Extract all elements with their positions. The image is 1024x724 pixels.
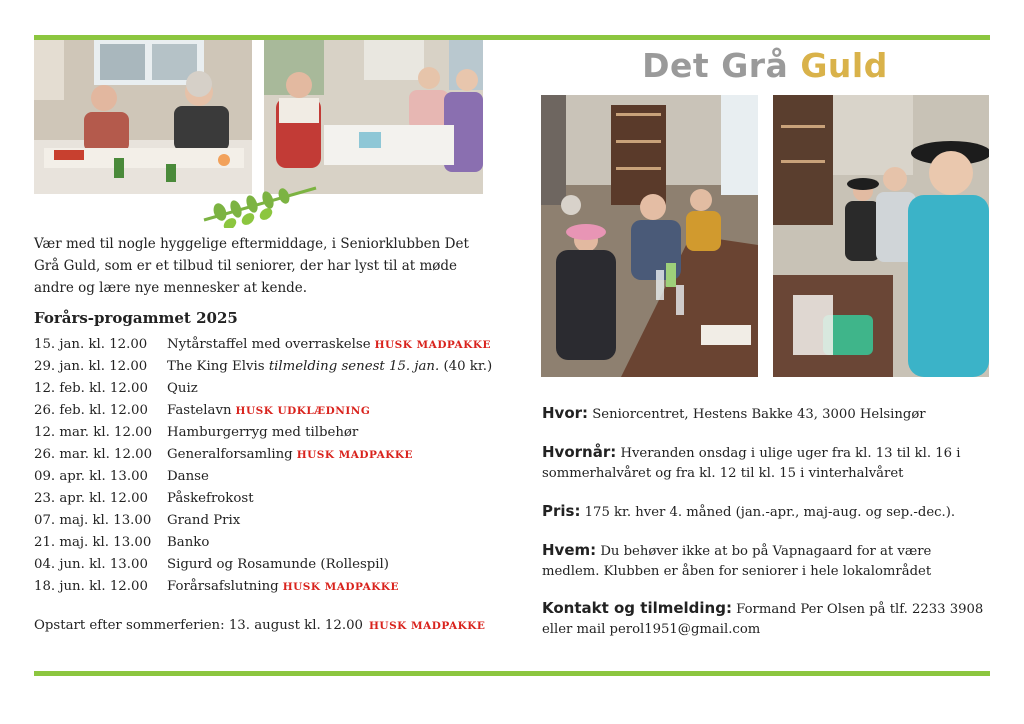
schedule-event-text: Fastelavn [167,402,232,418]
info-who [542,540,992,582]
who-label: Hvem: [542,541,597,559]
schedule-date: 26. feb. kl. 12.00 [34,402,148,418]
schedule-date: 04. jun. kl. 13.00 [34,556,148,572]
schedule-date: 09. apr. kl. 13.00 [34,468,148,484]
schedule-row [34,333,494,355]
schedule-date: 07. maj. kl. 13.00 [34,512,152,528]
schedule-event-text: Påskefrokost [167,490,254,506]
info-when [542,442,992,484]
green-sprig-decoration [200,182,320,228]
schedule-row [34,487,494,509]
schedule-row [34,377,494,399]
page-title [540,46,990,85]
photo-group-dinner-table [541,95,758,377]
price-value: 175 kr. hver 4. måned (jan.-apr., maj-aug. og sep.-dec.). [584,505,956,520]
schedule-event-text: Quiz [167,380,198,396]
schedule-event-text: Generalforsamling [167,446,293,462]
bottom-green-rule [34,671,990,676]
schedule-row [34,465,494,487]
schedule-event [167,469,209,484]
schedule-event-text: Grand Prix [167,512,241,528]
schedule-row [34,509,494,531]
schedule-list [34,333,494,597]
schedule-event [167,381,198,396]
schedule-event [167,425,358,440]
schedule-row [34,575,494,597]
where-value: Seniorcentret, Hestens Bakke 43, 3000 Helsingør [592,407,926,422]
schedule-date: 12. mar. kl. 12.00 [34,424,153,440]
schedule-event-text: Banko [167,534,210,550]
photo-seniors-with-hats [773,95,989,377]
schedule-event [167,359,492,374]
schedule-reminder-note: HUSK MADPAKKE [296,448,414,461]
schedule-event-text: Hamburgerryg med tilbehør [167,424,359,440]
schedule-row [34,421,494,443]
schedule-date: 29. jan. kl. 12.00 [34,358,148,374]
schedule-event [167,403,370,418]
schedule-event-text: Danse [167,468,209,484]
schedule-event-text: Nytårstaffel med overraskelse [167,336,371,352]
schedule-row [34,531,494,553]
price-label: Pris: [542,502,581,520]
schedule-date: 26. mar. kl. 12.00 [34,446,153,462]
schedule-event [167,535,209,550]
contact-value: Formand Per Olsen på tlf. 2233 3908 eller mail perol1951@gmail.com [542,602,984,637]
schedule-event-price: (40 kr.) [443,358,493,374]
schedule-row [34,399,494,421]
schedule-reminder-note: HUSK UDKLÆDNING [235,404,371,417]
photo-seniors-playing-cards [34,40,252,194]
schedule-event-text: Sigurd og Rosamunde (Rollespil) [167,556,389,572]
schedule-event-deadline: tilmelding senest 15. jan. [268,358,440,374]
restart-line [34,618,485,633]
schedule-date: 18. jun. kl. 12.00 [34,578,148,594]
schedule-date: 15. jan. kl. 12.00 [34,336,148,352]
schedule-row [34,443,494,465]
when-label: Hvornår: [542,443,617,461]
info-price [542,501,992,523]
schedule-date: 23. apr. kl. 12.00 [34,490,148,506]
schedule-event [167,491,254,506]
where-label: Hvor: [542,404,589,422]
who-value: Du behøver ikke at bo på Vapnagaard for at være medlem. Klubben er åben for seniorer i hele lokalområdet [542,544,932,579]
when-value: Hveranden onsdag i ulige uger fra kl. 13 til kl. 16 i sommerhalvåret og fra kl. 12 til kl. 15 i vinterhalvåret [542,446,961,481]
schedule-event [167,337,491,352]
contact-label: Kontakt og tilmelding: [542,599,732,617]
restart-note: HUSK MADPAKKE [369,620,486,632]
restart-text: Opstart efter sommerferien: 13. august kl. 12.00 [34,618,363,633]
program-heading: Forårs-progammet 2025 [34,309,238,327]
schedule-event [167,513,240,528]
photo-three-seniors-at-table [264,40,483,194]
schedule-event-text: The King Elvis [167,358,265,374]
schedule-reminder-note: HUSK MADPAKKE [282,580,400,593]
schedule-date: 21. maj. kl. 13.00 [34,534,152,550]
intro-text: Vær med til nogle hyggelige eftermiddage, i Seniorklubben Det Grå Guld, som er et tilbud til seniorer, der har lyst til at møde andre og lære nye mennesker at kende. [34,236,469,296]
schedule-row [34,355,494,377]
info-contact [542,598,992,640]
schedule-event [167,579,399,594]
schedule-event-text: Forårsafslutning [167,578,279,594]
info-where [542,403,992,425]
schedule-date: 12. feb. kl. 12.00 [34,380,148,396]
schedule-reminder-note: HUSK MADPAKKE [374,338,491,351]
title-part-grey: Det Grå [642,46,789,85]
title-part-gold: Guld [800,46,888,85]
schedule-event [167,557,389,572]
schedule-event [167,447,413,462]
schedule-row [34,553,494,575]
